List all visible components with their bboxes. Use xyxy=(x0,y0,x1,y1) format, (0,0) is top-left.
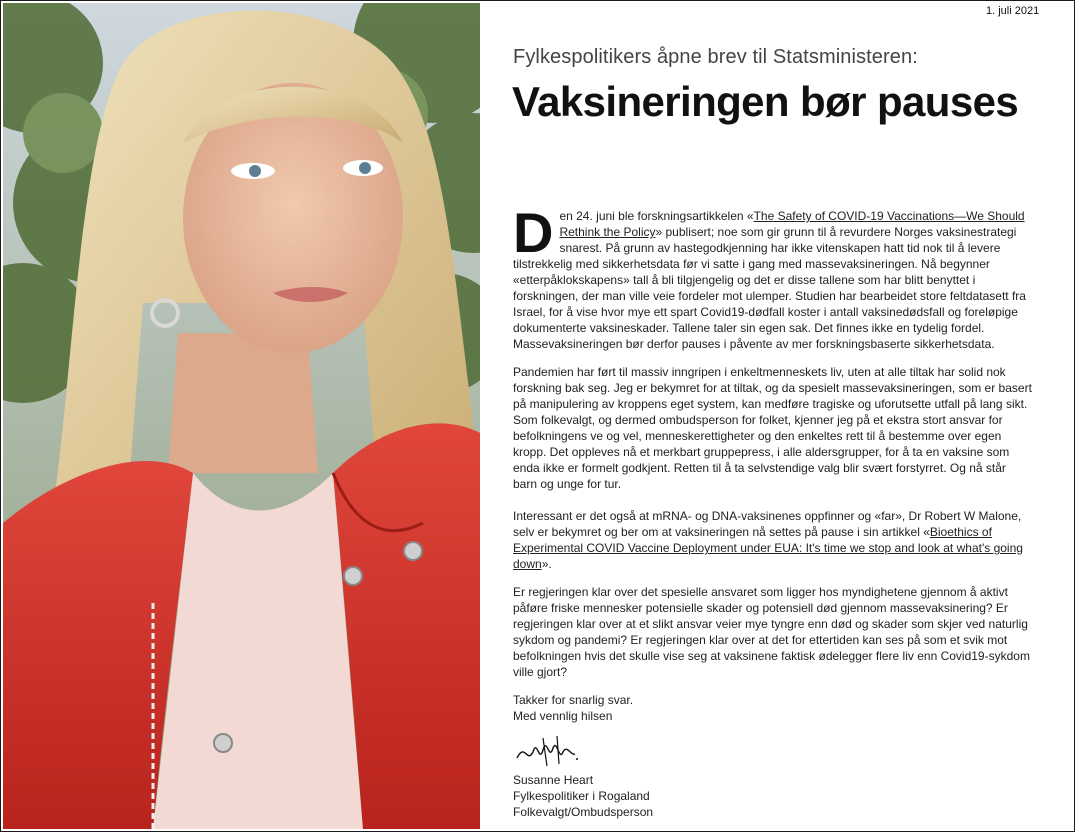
signer-name: Susanne Heart xyxy=(513,773,594,787)
signer-role: Folkevalgt/Ombudsperson xyxy=(513,805,654,819)
right-iris xyxy=(359,162,371,174)
jacket-snap xyxy=(344,567,362,585)
signer-title: Fylkespolitiker i Rogaland xyxy=(513,789,650,803)
safety-article-link[interactable]: The Safety of COVID-19 Vaccinations—We Should Rethink the Policy xyxy=(559,209,1025,239)
paragraph-3 xyxy=(513,508,1033,572)
bioethics-article-link[interactable]: Bioethics of Experimental COVID Vaccine Deployment under EUA: It's time we stop and look at what's going down xyxy=(513,525,1023,571)
p3-end: ». xyxy=(541,557,552,571)
p3-intro: Interessant er det også at mRNA- og DNA-vaksinenes oppfinner og «far», Dr Robert W Malone, selv er bekymret og ber om at vaksineringen nå settes på pause i sin artikkel « xyxy=(513,509,1022,539)
left-iris xyxy=(249,165,261,177)
portrait-illustration xyxy=(3,3,480,829)
closing-thanks: Takker for snarlig svar. xyxy=(513,693,634,707)
closing xyxy=(513,692,1033,724)
portrait-photo xyxy=(3,3,480,829)
neck xyxy=(168,333,318,473)
paragraph-2: Pandemien har ført til massiv inngripen i enkeltmenneskets liv, uten at alle tiltak har solid nok forskning bak seg. Jeg er bekymret for at tiltak, og da spesielt massevaksineringen, som er basert på manipulering av kroppens eget system, kan medføre tragiske og uforutsette utfall på lang sikt. Som folkevalgt, og dermed ombudsperson for folket, kjenner jeg på et ekstra stort ansvar for befolkningens ve og vel, menneskerettigheter og den enkeltes rett til å bestemme over egen kropp. Det oppleves nå et merkbart gruppepress, i alle aldersgrupper, for å ta en vaksine som enda ikke er formelt godkjent. Retten til å ta selvstendige valg blir svært forstyrret. Og nå står barn og unge for tur. xyxy=(513,365,1032,491)
closing-regards: Med vennlig hilsen xyxy=(513,709,613,723)
signature-image xyxy=(513,732,583,770)
p1-intro: en 24. juni ble forskningsartikkelen « xyxy=(559,209,754,223)
paragraph-4: Er regjeringen klar over det spesielle ansvaret som ligger hos myndighetene gjennom å aktivt påføre friske mennesker potensielle skader og potensiell død gjennom massevaksinering? Er regjeringen klar over at et slikt ansvar veier mye tyngre enn død og skader som skjer ved naturlig sykdom og pandemi? Er regjeringen klar over at det for ettertiden kan ses på som et svik mot befolkningen hvis det skulle vise seg at vaksinene faktisk ødelegger flere liv enn Covid19-sykdom ville gjort? xyxy=(513,585,1030,679)
kicker: Fylkespolitikers åpne brev til Statsministeren: xyxy=(513,46,918,68)
signer-block xyxy=(513,772,1033,820)
headline: Vaksineringen bør pauses xyxy=(512,78,1019,125)
dropcap: D xyxy=(513,201,554,264)
jacket-snap xyxy=(404,542,422,560)
paragraph-1 xyxy=(513,201,1033,352)
jacket-snap xyxy=(214,734,232,752)
p1-body: » publisert; noe som gir grunn til å revurdere Norges vaksinestrategi snarest. På grunn av hastegodkjenning har ikke vitenskapen hatt tid nok til å levere tilstrekkelig med sikkerhetsdata før vi satte i gang med massevaksineringen. Nå begynner «etterpåklokskapens» tall å bli tilgjengelig og det er disse tallene som har blitt benyttet i forskningen, der man ville veie fordeler mot ulemper. Studien har bearbeidet store feltdatasett fra Israel, for å vise hvor mye ett spart Covid19-dødfall koster i antall vaksinedødsfall og foreløpige dokumenterte vaksineskader. Tallene taler sin egen sak. Det finnes ikke en tydelig fordel. Massevaksineringen bør derfor pauses i påvente av mer forskningsbaserte sikkerhetsdata. xyxy=(513,225,1026,351)
date: 1. juli 2021 xyxy=(986,5,1040,17)
